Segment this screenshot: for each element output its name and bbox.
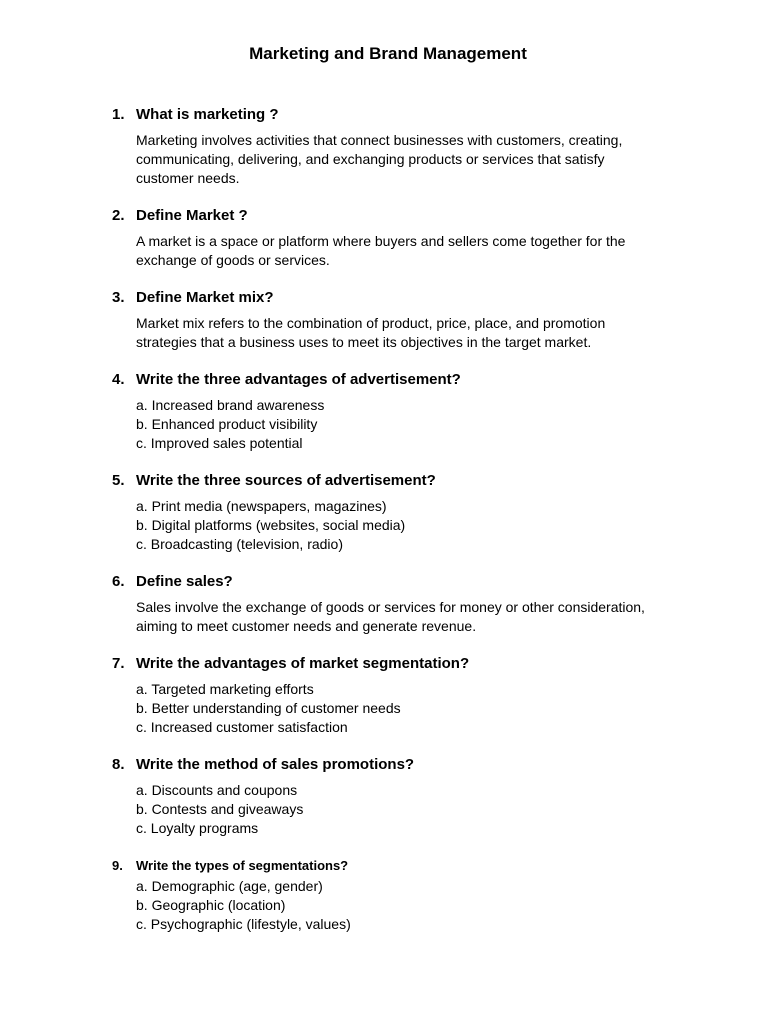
- question-text: What is marketing ?: [136, 106, 279, 123]
- question-number: 4.: [112, 371, 125, 388]
- question-heading: [112, 371, 664, 389]
- answer-line: Marketing involves activities that connect businesses with customers, creating, communicating, delivering, and exchanging products or services that satisfy customer needs.: [136, 132, 623, 186]
- question-number: 1.: [112, 106, 125, 123]
- answer-line: a. Print media (newspapers, magazines): [136, 498, 387, 514]
- answer-line: Sales involve the exchange of goods or services for money or other consideration, aiming to meet customer needs and generate revenue.: [136, 599, 645, 634]
- answer-line: A market is a space or platform where buyers and sellers come together for the exchange of goods or services.: [136, 233, 626, 268]
- question-heading: [112, 857, 664, 875]
- qa-item: [112, 207, 664, 270]
- answer-line: b. Better understanding of customer needs: [136, 700, 401, 716]
- answer-block: [136, 680, 664, 737]
- question-text: Define Market mix?: [136, 289, 274, 306]
- qa-item: [112, 857, 664, 934]
- answer-line: c. Broadcasting (television, radio): [136, 536, 343, 552]
- answer-line: Market mix refers to the combination of product, price, place, and promotion strategies that a business uses to meet its objectives in the target market.: [136, 315, 606, 350]
- answer-line: c. Increased customer satisfaction: [136, 719, 348, 735]
- question-heading: [112, 573, 664, 591]
- answer-line: b. Digital platforms (websites, social media): [136, 517, 406, 533]
- question-number: 3.: [112, 289, 125, 306]
- question-number: 9.: [112, 858, 123, 873]
- qa-item: [112, 655, 664, 737]
- question-text: Write the method of sales promotions?: [136, 756, 415, 773]
- answer-line: c. Improved sales potential: [136, 435, 303, 451]
- answer-line: b. Enhanced product visibility: [136, 416, 318, 432]
- question-heading: [112, 106, 664, 124]
- answer-line: a. Increased brand awareness: [136, 397, 325, 413]
- answer-block: [136, 497, 664, 554]
- question-text: Define sales?: [136, 573, 233, 590]
- question-text: Define Market ?: [136, 207, 248, 224]
- question-text: Write the advantages of market segmentation?: [136, 655, 470, 672]
- answer-line: c. Psychographic (lifestyle, values): [136, 916, 351, 932]
- document-title: Marketing and Brand Management: [249, 44, 527, 63]
- answer-block: [136, 396, 664, 453]
- question-heading: [112, 207, 664, 225]
- qa-item: [112, 756, 664, 838]
- answer-block: [136, 781, 664, 838]
- question-text: Write the three sources of advertisement?: [136, 472, 436, 489]
- question-text: Write the types of segmentations?: [136, 858, 349, 873]
- question-number: 6.: [112, 573, 125, 590]
- answer-block: [136, 232, 664, 270]
- answer-line: a. Discounts and coupons: [136, 782, 298, 798]
- answer-line: a. Demographic (age, gender): [136, 878, 323, 894]
- question-number: 7.: [112, 655, 125, 672]
- question-heading: [112, 655, 664, 673]
- qa-item: [112, 106, 664, 188]
- answer-line: c. Loyalty programs: [136, 820, 259, 836]
- question-text: Write the three advantages of advertisement?: [136, 371, 461, 388]
- answer-block: [136, 314, 664, 352]
- question-number: 5.: [112, 472, 125, 489]
- answer-block: [136, 877, 664, 934]
- qa-item: [112, 289, 664, 352]
- qa-item: [112, 371, 664, 453]
- answer-block: [136, 598, 664, 636]
- answer-line: b. Contests and giveaways: [136, 801, 304, 817]
- answer-line: a. Targeted marketing efforts: [136, 681, 314, 697]
- question-heading: [112, 472, 664, 490]
- qa-item: [112, 472, 664, 554]
- qa-item: [112, 573, 664, 636]
- answer-line: b. Geographic (location): [136, 897, 286, 913]
- question-number: 2.: [112, 207, 125, 224]
- answer-block: [136, 131, 664, 188]
- question-number: 8.: [112, 756, 125, 773]
- question-heading: [112, 756, 664, 774]
- question-heading: [112, 289, 664, 307]
